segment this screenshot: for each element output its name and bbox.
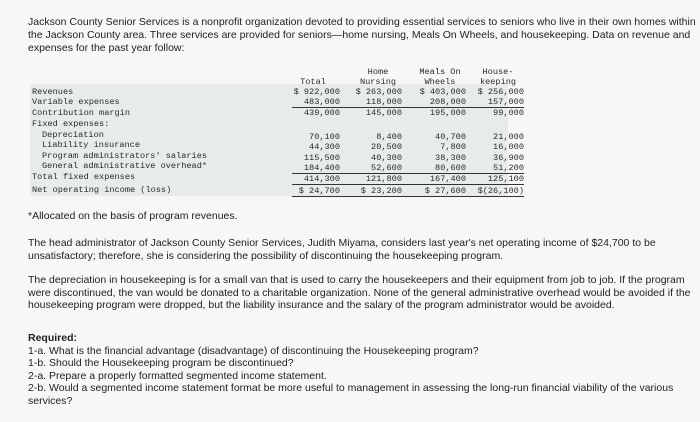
cell: 118,000 bbox=[365, 97, 402, 107]
header-housekeeping-2: keeping bbox=[479, 77, 517, 87]
cell: 439,000 bbox=[303, 108, 340, 118]
cell: 414,300 bbox=[303, 174, 340, 184]
cell: 115,500 bbox=[303, 153, 340, 163]
cell: 8,400 bbox=[376, 132, 402, 142]
intro-paragraph bbox=[28, 16, 696, 55]
cell: $ 23,200 bbox=[360, 186, 402, 196]
header-home-nursing-1: Home bbox=[367, 67, 389, 77]
footnote: *Allocated on the basis of program revenues. bbox=[28, 210, 238, 222]
cell: 44,300 bbox=[309, 142, 340, 152]
cell: 157,000 bbox=[487, 97, 524, 107]
row-label-liability-insurance: Liability insurance bbox=[42, 140, 140, 150]
cell: $ 263,000 bbox=[355, 87, 402, 97]
cell: 80,600 bbox=[435, 163, 466, 173]
cell: $ 24,700 bbox=[298, 186, 340, 196]
cell: 184,400 bbox=[303, 163, 340, 173]
cell: 7,800 bbox=[440, 142, 466, 152]
row-label-net-operating-income: Net operating income (loss) bbox=[32, 185, 172, 195]
cell: $ 403,000 bbox=[419, 87, 466, 97]
cell: 21,000 bbox=[493, 132, 524, 142]
cell: $(26,100) bbox=[477, 186, 524, 196]
required-section bbox=[28, 332, 694, 407]
required-heading: Required: bbox=[28, 332, 78, 344]
cell: 167,400 bbox=[429, 174, 466, 184]
row-label-total-fixed-expenses: Total fixed expenses bbox=[32, 172, 136, 182]
row-label-program-administrators-salaries: Program administrators' salaries bbox=[42, 151, 208, 161]
row-label-contribution-margin: Contribution margin bbox=[32, 108, 130, 118]
paragraph-depreciation-text: The depreciation in housekeeping is for a small van that is used to carry the housekeepers and their equipment from job to job. If the program were discontinued, the van would be donated to a charitable organization. None of the general administrative overhead would be avoided if the housekeeping program were dropped, but the liability insurance and the salary of the program administrator would be avoided. bbox=[28, 274, 691, 311]
required-item-2a: 2-a. Prepare a properly formatted segmented income statement. bbox=[28, 369, 327, 382]
header-total: Total bbox=[300, 77, 326, 87]
cell: 20,500 bbox=[371, 142, 402, 152]
cell: 208,000 bbox=[429, 97, 466, 107]
row-label-revenues: Revenues bbox=[32, 87, 74, 97]
paragraph-administrator bbox=[28, 237, 694, 262]
double-underline-top bbox=[292, 196, 524, 197]
cell: 36,900 bbox=[493, 153, 524, 163]
row-label-general-administrative-overhead: General administrative overhead* bbox=[42, 161, 208, 171]
cell: $ 27,600 bbox=[424, 186, 466, 196]
header-meals-2: Wheels bbox=[424, 77, 456, 87]
cell: 16,000 bbox=[493, 142, 524, 152]
row-label-variable-expenses: Variable expenses bbox=[32, 97, 120, 107]
cell: 121,800 bbox=[365, 174, 402, 184]
cell: 125,100 bbox=[487, 174, 524, 184]
header-housekeeping-1: House- bbox=[482, 67, 514, 77]
cell: 38,300 bbox=[435, 153, 466, 163]
required-item-2b: 2-b. Would a segmented income statement format be more useful to management in assessing the long-run financial viability of the various services? bbox=[28, 382, 674, 407]
required-item-1b: 1-b. Should the Housekeeping program be discontinued? bbox=[28, 357, 294, 369]
cell: 195,000 bbox=[429, 108, 466, 118]
required-item-1a: 1-a. What is the financial advantage (disadvantage) of discontinuing the Housekeeping program? bbox=[28, 344, 479, 357]
cell: $ 256,000 bbox=[477, 87, 524, 97]
intro-text: Jackson County Senior Services is a nonprofit organization devoted to providing essential services to seniors who live in their own homes within the Jackson County area. Three services are provided for seniors—home nursing, Meals On Wheels, and housekeeping. Data on revenue and expenses for the past year follow: bbox=[28, 16, 696, 54]
header-meals-1: Meals On bbox=[419, 67, 461, 77]
paragraph-depreciation bbox=[28, 274, 694, 312]
cell: 99,000 bbox=[493, 108, 524, 118]
cell: $ 922,000 bbox=[293, 87, 340, 97]
cell: 70,100 bbox=[309, 132, 340, 142]
revenue-expense-table bbox=[30, 66, 524, 198]
cell: 145,000 bbox=[365, 108, 402, 118]
cell: 40,700 bbox=[435, 132, 466, 142]
cell: 40,300 bbox=[371, 153, 402, 163]
cell: 52,600 bbox=[371, 163, 402, 173]
row-label-depreciation: Depreciation bbox=[42, 130, 104, 140]
paragraph-administrator-text: The head administrator of Jackson County Senior Services, Judith Miyama, considers last year's net operating income of $24,700 to be unsatisfactory; therefore, she is considering the possibility of discontinuing the housekeeping program. bbox=[28, 237, 656, 262]
cell: 51,200 bbox=[493, 163, 524, 173]
cell: 483,000 bbox=[303, 97, 340, 107]
row-label-fixed-expenses: Fixed expenses: bbox=[32, 119, 110, 129]
header-home-nursing-2: Nursing bbox=[359, 77, 397, 87]
underline bbox=[292, 184, 524, 185]
